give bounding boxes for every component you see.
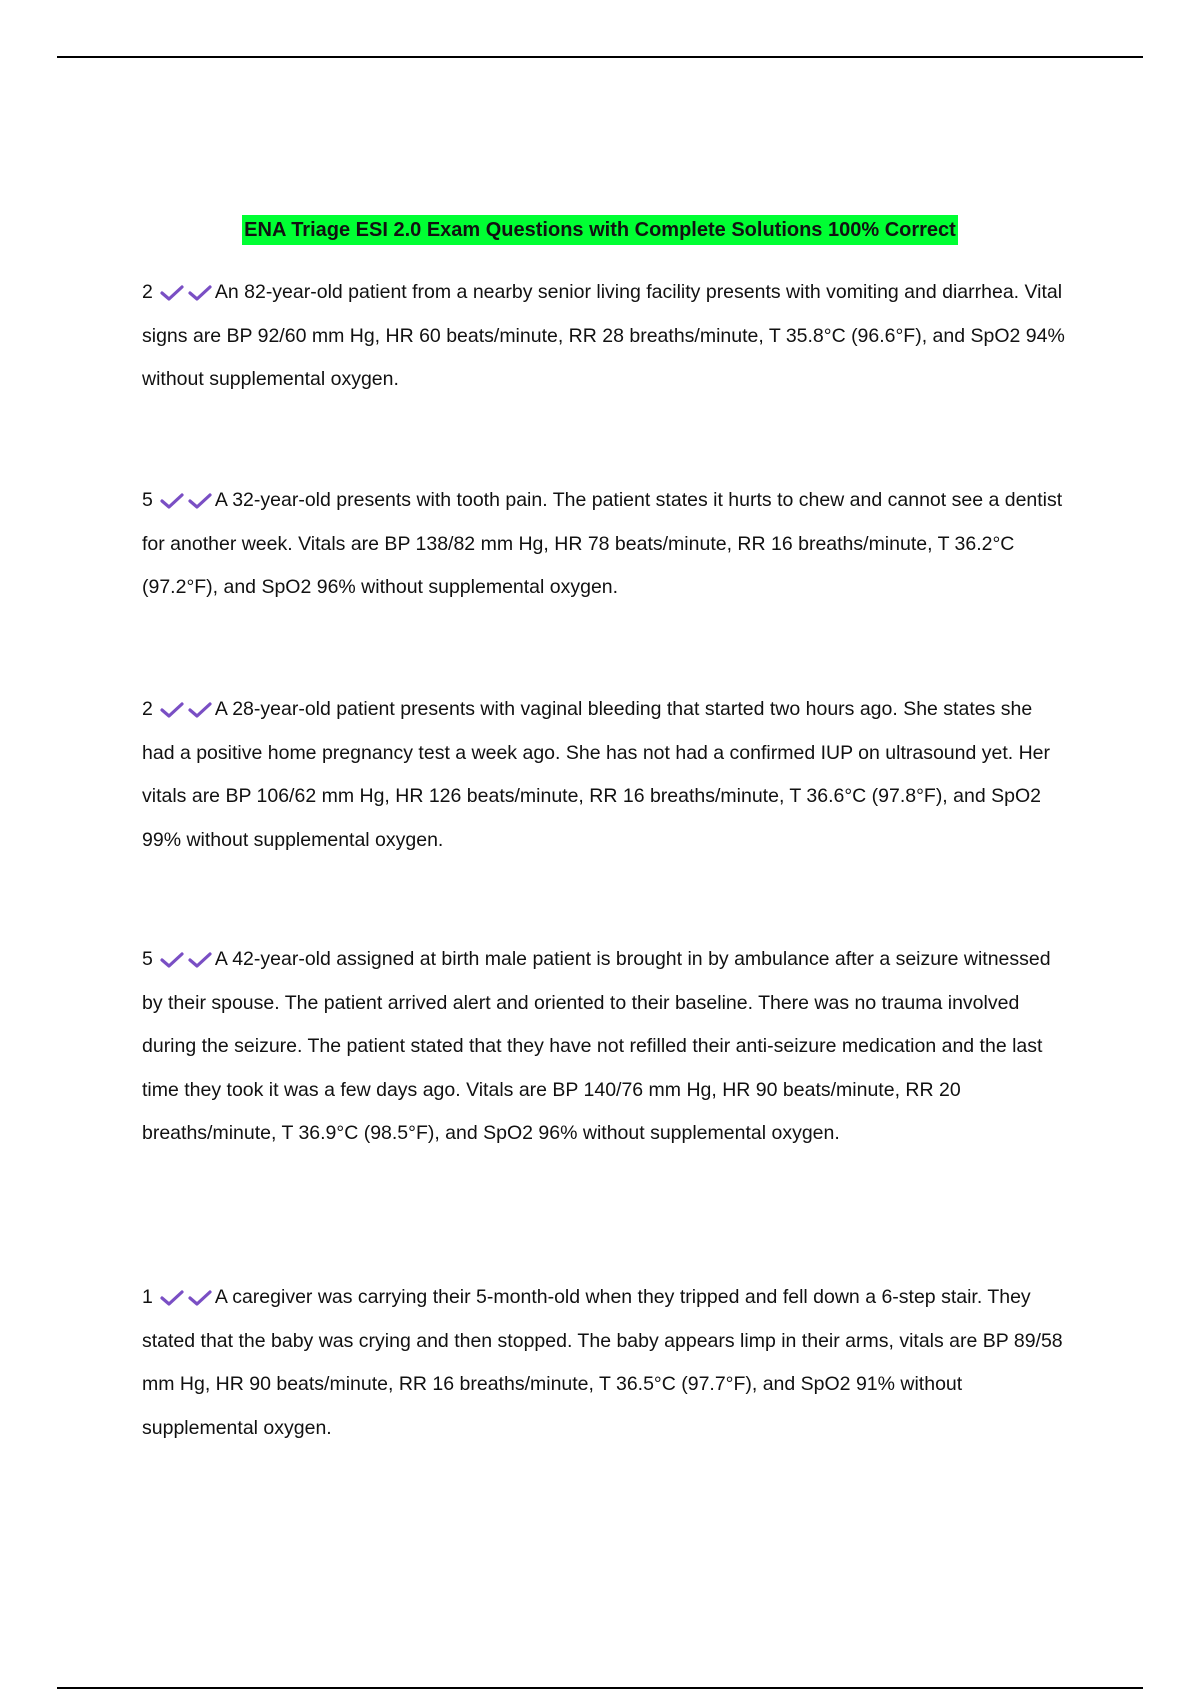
check-icon: [187, 701, 215, 719]
question-item: [142, 938, 1067, 1156]
question-text: An 82-year-old patient from a nearby senior living facility presents with vomiting and diarrhea. Vital signs are BP 92/60 mm Hg, HR 60 beats/minute, RR 28 breaths/minute, T 35.8°C (96.6°F), and SpO2 94% without supplemental oxygen.: [142, 281, 1065, 390]
title-container: [0, 215, 1200, 245]
check-icon: [159, 492, 187, 510]
answer-number: 1: [142, 1286, 153, 1308]
check-icon: [187, 492, 215, 510]
answer-number: 2: [142, 698, 153, 720]
answer-number: 5: [142, 948, 153, 970]
question-text: A 28-year-old patient presents with vaginal bleeding that started two hours ago. She states she had a positive home pregnancy test a week ago. She has not had a confirmed IUP on ultrasound yet. Her vitals are BP 106/62 mm Hg, HR 126 beats/minute, RR 16 breaths/minute, T 36.6°C (97.8°F), and SpO2 99% without supplemental oxygen.: [142, 698, 1051, 851]
check-icon: [187, 951, 215, 969]
question-text: A 32-year-old presents with tooth pain. The patient states it hurts to chew and cannot see a dentist for another week. Vitals are BP 138/82 mm Hg, HR 78 beats/minute, RR 16 breaths/minute, T 36.2°C (97.2°F), and SpO2 96% without supplemental oxygen.: [142, 489, 1063, 598]
check-icon: [159, 951, 187, 969]
answer-number: 2: [142, 281, 153, 303]
document-title: ENA Triage ESI 2.0 Exam Questions with Complete Solutions 100% Correct: [242, 215, 958, 245]
footer-rule: [57, 1687, 1143, 1689]
question-text: A caregiver was carrying their 5-month-old when they tripped and fell down a 6-step stair. They stated that the baby was crying and then stopped. The baby appears limp in their arms, vitals are BP 89/58 mm Hg, HR 90 beats/minute, RR 16 breaths/minute, T 36.5°C (97.7°F), and SpO2 91% without supplemental oxygen.: [142, 1286, 1063, 1439]
check-icon: [159, 284, 187, 302]
header-rule: [57, 56, 1143, 58]
question-item: [142, 1276, 1067, 1450]
check-icon: [187, 284, 215, 302]
question-item: [142, 688, 1067, 862]
question-item: [142, 479, 1067, 610]
check-icon: [159, 701, 187, 719]
question-text: A 42-year-old assigned at birth male patient is brought in by ambulance after a seizure witnessed by their spouse. The patient arrived alert and oriented to their baseline. There was no trauma involved during the seizure. The patient stated that they have not refilled their anti-seizure medication and the last time they took it was a few days ago. Vitals are BP 140/76 mm Hg, HR 90 beats/minute, RR 20 breaths/minute, T 36.9°C (98.5°F), and SpO2 96% without supplemental oxygen.: [142, 948, 1051, 1144]
check-icon: [159, 1289, 187, 1307]
question-item: [142, 271, 1067, 402]
answer-number: 5: [142, 489, 153, 511]
check-icon: [187, 1289, 215, 1307]
